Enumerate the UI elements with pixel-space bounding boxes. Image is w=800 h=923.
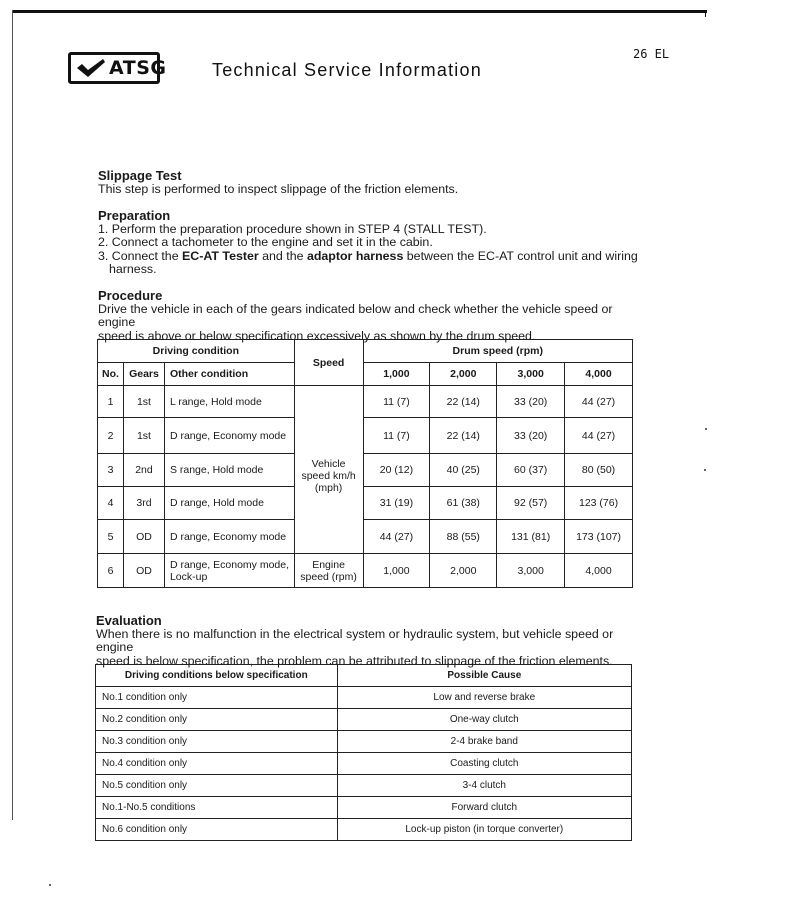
drum-value-cell: 22 (14)	[430, 418, 497, 454]
evaluation-line-2: speed is below specification, the problem can be attributed to slippage of the friction elements.	[96, 653, 613, 668]
row-number: 2	[98, 418, 124, 454]
top-border-tick	[705, 10, 706, 17]
other-condition-column-header: Other condition	[164, 363, 294, 386]
drum-value-cell: 2,000	[430, 554, 497, 588]
drum-value-cell: 4,000	[565, 554, 633, 588]
table-row	[96, 775, 632, 797]
condition-cell: No.1 condition only	[96, 687, 338, 709]
condition-cell: D range, Economy mode, Lock-up	[164, 554, 294, 588]
procedure-line-1: Drive the vehicle in each of the gears indicated below and check whether the vehicle speed or engine	[98, 301, 613, 329]
atsg-logo	[68, 52, 167, 84]
speed-header: Speed	[294, 340, 363, 386]
drum-value-cell: 22 (14)	[430, 386, 497, 418]
table-row	[96, 687, 632, 709]
procedure-section	[98, 289, 638, 343]
drum-value-cell: 44 (27)	[363, 520, 430, 554]
condition-cell: No.6 condition only	[96, 819, 338, 841]
ec-at-tester-text: EC-AT Tester	[182, 248, 259, 263]
condition-cell: No.3 condition only	[96, 731, 338, 753]
table-row	[96, 797, 632, 819]
condition-cell: No.5 condition only	[96, 775, 338, 797]
condition-cell: D range, Economy mode	[164, 418, 294, 454]
drum-value-cell: 1,000	[363, 554, 430, 588]
gear-cell: OD	[123, 520, 164, 554]
table-row	[96, 819, 632, 841]
page-number: 26 EL	[633, 47, 670, 61]
gear-cell: 3rd	[123, 487, 164, 520]
drum-value-cell: 92 (57)	[497, 487, 565, 520]
drum-value-cell: 173 (107)	[565, 520, 633, 554]
drum-value-cell: 88 (55)	[430, 520, 497, 554]
drum-value-cell: 44 (27)	[565, 418, 633, 454]
rpm-column-header: 3,000	[497, 363, 565, 386]
table-row	[98, 520, 633, 554]
evaluation-heading: Evaluation	[96, 613, 162, 628]
condition-cell: L range, Hold mode	[164, 386, 294, 418]
drum-value-cell: 33 (20)	[497, 418, 565, 454]
table-row	[98, 386, 633, 418]
driving-condition-header: Driving condition	[98, 340, 295, 363]
adaptor-harness-text: adaptor harness	[306, 248, 404, 263]
drum-value-cell: 131 (81)	[497, 520, 565, 554]
drum-value-cell: 33 (20)	[497, 386, 565, 418]
preparation-step-1: 1. Perform the preparation procedure shown in STEP 4 (STALL TEST).	[98, 221, 487, 236]
vehicle-speed-cell: Vehicle speed km/h (mph)	[294, 386, 363, 554]
evaluation-line-1: When there is no malfunction in the electrical system or hydraulic system, but vehicle speed or engine	[96, 626, 614, 654]
table-row	[96, 753, 632, 775]
table-row	[96, 731, 632, 753]
table-row	[98, 487, 633, 520]
condition-cell: No.2 condition only	[96, 709, 338, 731]
scan-speck	[704, 469, 706, 471]
document-title: Technical Service Information	[212, 60, 482, 80]
drum-value-cell: 60 (37)	[497, 454, 565, 487]
cause-cell: Lock-up piston (in torque converter)	[337, 819, 631, 841]
preparation-step-2: 2. Connect a tachometer to the engine and set it in the cabin.	[98, 235, 433, 249]
row-number: 6	[98, 554, 124, 588]
drum-value-cell: 11 (7)	[363, 418, 430, 454]
condition-cell: S range, Hold mode	[164, 454, 294, 487]
checkmark-logo-icon	[76, 57, 106, 79]
drum-value-cell: 31 (19)	[363, 487, 430, 520]
cause-cell: 2-4 brake band	[337, 731, 631, 753]
drum-value-cell: 11 (7)	[363, 386, 430, 418]
gear-cell: OD	[123, 554, 164, 588]
slippage-test-text: This step is performed to inspect slippage of the friction elements.	[98, 181, 459, 196]
cause-cell: Low and reverse brake	[337, 687, 631, 709]
cause-cell: Forward clutch	[337, 797, 631, 819]
left-border-rule	[12, 10, 13, 820]
top-border-rule	[12, 10, 707, 13]
table-row	[98, 454, 633, 487]
condition-cell: D range, Economy mode	[164, 520, 294, 554]
condition-cell: D range, Hold mode	[164, 487, 294, 520]
preparation-step-3: 3. Connect the EC-AT Tester and the adaptor harness between the EC-AT control unit and wiring	[98, 248, 638, 263]
rpm-column-header: 1,000	[363, 363, 430, 386]
no-column-header: No.	[98, 363, 124, 386]
drum-speed-header: Drum speed (rpm)	[363, 340, 632, 363]
preparation-heading: Preparation	[98, 208, 171, 223]
drum-value-cell: 80 (50)	[565, 454, 633, 487]
condition-cell: No.1-No.5 conditions	[96, 797, 338, 819]
slippage-test-section	[98, 169, 638, 196]
table-row	[98, 554, 633, 588]
procedure-heading: Procedure	[98, 288, 163, 303]
rpm-column-header: 4,000	[565, 363, 633, 386]
row-number: 3	[98, 454, 124, 487]
drum-speed-table	[97, 339, 633, 588]
drum-value-cell: 61 (38)	[430, 487, 497, 520]
slippage-test-heading: Slippage Test	[98, 168, 182, 183]
gear-cell: 1st	[123, 386, 164, 418]
drum-value-cell: 40 (25)	[430, 454, 497, 487]
engine-speed-cell: Engine speed (rpm)	[294, 554, 363, 588]
table-row	[96, 709, 632, 731]
table-row	[98, 418, 633, 454]
drum-value-cell: 3,000	[497, 554, 565, 588]
drum-value-cell: 123 (76)	[565, 487, 633, 520]
cause-cell: 3-4 clutch	[337, 775, 631, 797]
row-number: 5	[98, 520, 124, 554]
row-number: 4	[98, 487, 124, 520]
procedure-line-2: speed is above or below specification excessively as shown by the drum speed.	[98, 328, 536, 343]
gear-cell: 1st	[123, 418, 164, 454]
drum-value-cell: 20 (12)	[363, 454, 430, 487]
condition-cell: No.4 condition only	[96, 753, 338, 775]
evaluation-table	[95, 664, 632, 841]
cause-cell: One-way clutch	[337, 709, 631, 731]
preparation-section	[98, 209, 638, 277]
drum-value-cell: 44 (27)	[565, 386, 633, 418]
scan-speck	[705, 428, 707, 430]
rpm-column-header: 2,000	[430, 363, 497, 386]
logo-text: ATSG	[109, 57, 167, 79]
row-number: 1	[98, 386, 124, 418]
gears-column-header: Gears	[123, 363, 164, 386]
cause-column-header: Possible Cause	[337, 665, 631, 687]
evaluation-section	[96, 614, 641, 668]
preparation-step-3-continued: harness.	[109, 262, 157, 276]
condition-column-header: Driving conditions below specification	[96, 665, 338, 687]
scan-speck	[49, 884, 51, 886]
cause-cell: Coasting clutch	[337, 753, 631, 775]
gear-cell: 2nd	[123, 454, 164, 487]
